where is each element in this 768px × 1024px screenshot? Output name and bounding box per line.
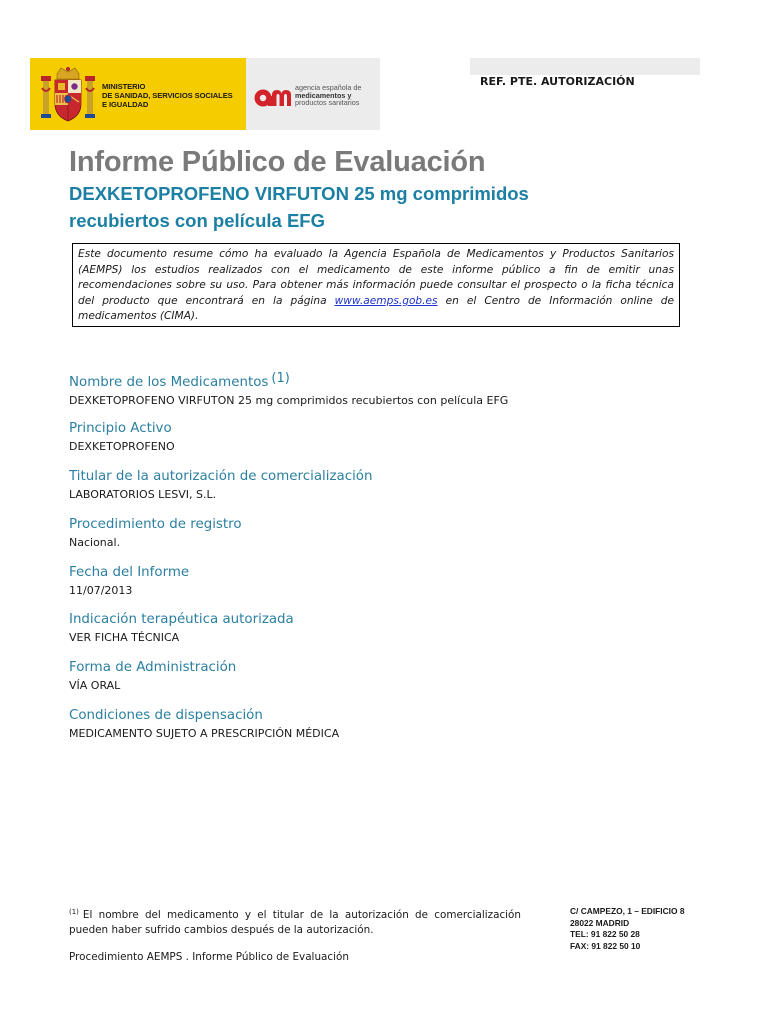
- section-heading: Fecha del Informe: [69, 565, 190, 580]
- section-value: LABORATORIOS LESVI, S.L.: [69, 488, 217, 501]
- footnote-marker: (1): [69, 908, 79, 916]
- section-administration-route: [69, 659, 709, 694]
- aemps-line: productos sanitarios: [295, 98, 360, 108]
- section-value: Nacional.: [69, 536, 121, 549]
- ref-label: REF. PTE. AUTORIZACIÓN: [480, 75, 635, 88]
- footnote: [69, 905, 521, 937]
- procedure-footer: Procedimiento AEMPS . Informe Público de Evaluación: [69, 951, 349, 963]
- section-report-date: [69, 564, 709, 599]
- section-heading-text: Nombre de los Medicamentos: [69, 375, 269, 390]
- section-active-ingredient: [69, 420, 709, 455]
- section-heading: Titular de la autorización de comercialización: [69, 469, 373, 484]
- ministry-line: DE SANIDAD, SERVICIOS SOCIALES: [102, 90, 233, 100]
- aemps-am-icon: [254, 86, 292, 108]
- section-authorization-holder: [69, 468, 709, 503]
- section-heading: Principio Activo: [69, 421, 172, 436]
- section-value: 11/07/2013: [69, 584, 133, 597]
- section-value: VÍA ORAL: [69, 679, 121, 692]
- aemps-line: agencia española de: [295, 83, 362, 92]
- address-line: C/ CAMPEZO, 1 – EDIFICIO 8: [570, 906, 685, 916]
- section-value: VER FICHA TÉCNICA: [69, 631, 180, 644]
- summary-text-end: en el Centro de Información online de medicamentos (CIMA).: [78, 294, 674, 323]
- address-line: 28022 MADRID: [570, 917, 630, 928]
- aemps-line: medicamentos y: [295, 90, 352, 100]
- ministry-logo: [30, 58, 246, 130]
- section-heading: Indicación terapéutica autorizada: [69, 612, 294, 627]
- ref-bar: [470, 58, 700, 75]
- section-heading: Forma de Administración: [69, 660, 237, 675]
- aemps-logo: [246, 58, 380, 130]
- aemps-name: [295, 84, 377, 107]
- address-line: TEL: 91 822 50 28: [570, 929, 640, 940]
- summary-box: [72, 243, 680, 327]
- footnote-ref: (1): [271, 371, 290, 386]
- medicine-subtitle: DEXKETOPROFENO VIRFUTON 25 mg comprimidos recubiertos con película EFG: [69, 183, 529, 231]
- coat-of-arms-icon: [40, 66, 96, 124]
- page-title: Informe Público de Evaluación: [69, 146, 486, 178]
- section-registration-procedure: [69, 516, 709, 551]
- section-therapeutic-indication: [69, 611, 709, 646]
- section-value: DEXKETOPROFENO: [69, 440, 175, 453]
- summary-text: Este documento resume cómo ha evaluado la Agencia Española de Medicamentos y Productos Sanitarios (AEMPS) los estudios realizados con el medicamento de este informe público a fin de emitir unas recomendaciones sobre su uso. Para obtener más información puede consultar el prospecto o la ficha técnica del producto que encontrará en la página: [78, 248, 674, 307]
- section-medicine-names: [69, 370, 709, 409]
- aemps-address: [570, 906, 730, 952]
- ministry-line: MINISTERIO: [102, 82, 146, 91]
- section-heading: Condiciones de dispensación: [69, 708, 263, 723]
- section-value: MEDICAMENTO SUJETO A PRESCRIPCIÓN MÉDICA: [69, 727, 340, 740]
- footnote-text: El nombre del medicamento y el titular de la autorización de comercialización pueden haber sufrido cambios después de la autorización.: [69, 909, 521, 936]
- aemps-website-link[interactable]: www.aemps.gob.es: [334, 294, 438, 307]
- ministry-line: E IGUALDAD: [102, 99, 149, 109]
- section-value: DEXKETOPROFENO VIRFUTON 25 mg comprimidos recubiertos con película EFG: [69, 394, 509, 407]
- section-heading: Procedimiento de registro: [69, 517, 242, 532]
- address-line: FAX: 91 822 50 10: [570, 940, 641, 951]
- ministry-name: [102, 83, 242, 109]
- section-dispensing-conditions: [69, 707, 709, 742]
- section-heading: [69, 370, 709, 392]
